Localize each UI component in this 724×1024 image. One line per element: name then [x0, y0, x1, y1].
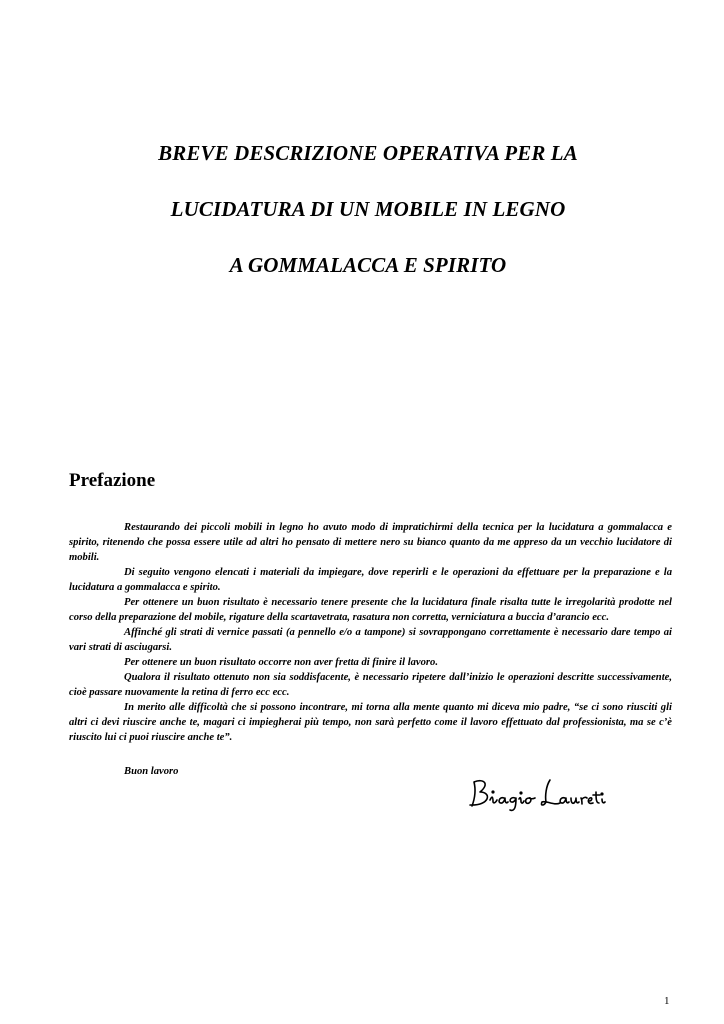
paragraph: Restaurando dei piccoli mobili in legno ho avuto modo di impratichirmi della tecnica per la lucidatura a gommalacca e spirito, ritenendo che possa essere utile ad altri ho pensato di mettere nero su bianco quanto da me appreso da un vecchio lucidatore di mobili.	[69, 522, 672, 563]
document-title	[0, 140, 724, 308]
paragraph: Di seguito vengono elencati i materiali da impiegare, dove reperirli e le operazioni da effettuare per la preparazione e la lucidatura a gommalacca e spirito.	[69, 567, 672, 593]
title-line-2: LUCIDATURA DI UN MOBILE IN LEGNO	[170, 197, 566, 221]
paragraph: Per ottenere un buon risultato occorre non aver fretta di finire il lavoro.	[124, 657, 438, 668]
title-line-1: BREVE DESCRIZIONE OPERATIVA PER LA	[158, 141, 578, 165]
paragraph: Qualora il risultato ottenuto non sia soddisfacente, è necessario ripetere dall’inizio le operazioni descritte successivamente, cioè passare nuovamente la retina di ferro ecc ecc.	[69, 672, 672, 698]
page-number: 1	[664, 995, 670, 1007]
paragraph: Affinché gli strati di vernice passati (a pennello e/o a tampone) si sovrappongano correttamente è necessario dare tempo ai vari strati di asciugarsi.	[69, 627, 672, 653]
preface-body	[69, 520, 672, 745]
signature	[466, 772, 606, 812]
title-line-3: A GOMMALACCA E SPIRITO	[229, 253, 507, 277]
paragraph: Per ottenere un buon risultato è necessario tenere presente che la lucidatura finale risalta tutte le irregolarità prodotte nel corso della preparazione del mobile, rigature della scartavetrata, rasatura non corretta, verniciatura a buccia d’arancio ecc.	[69, 597, 672, 623]
paragraph: In merito alle difficoltà che si possono incontrare, mi torna alla mente quanto mi diceva mio padre, “se ci sono riusciti gli altri ci devi riuscire anche te, magari ci impiegherai più tempo, non sarà perfetto come il lavoro effettuato dal professionista, ma se c’è riuscito lui ci puoi riuscire anche te”.	[69, 702, 672, 743]
closing-text: Buon lavoro	[124, 766, 179, 777]
section-heading: Prefazione	[69, 470, 156, 491]
